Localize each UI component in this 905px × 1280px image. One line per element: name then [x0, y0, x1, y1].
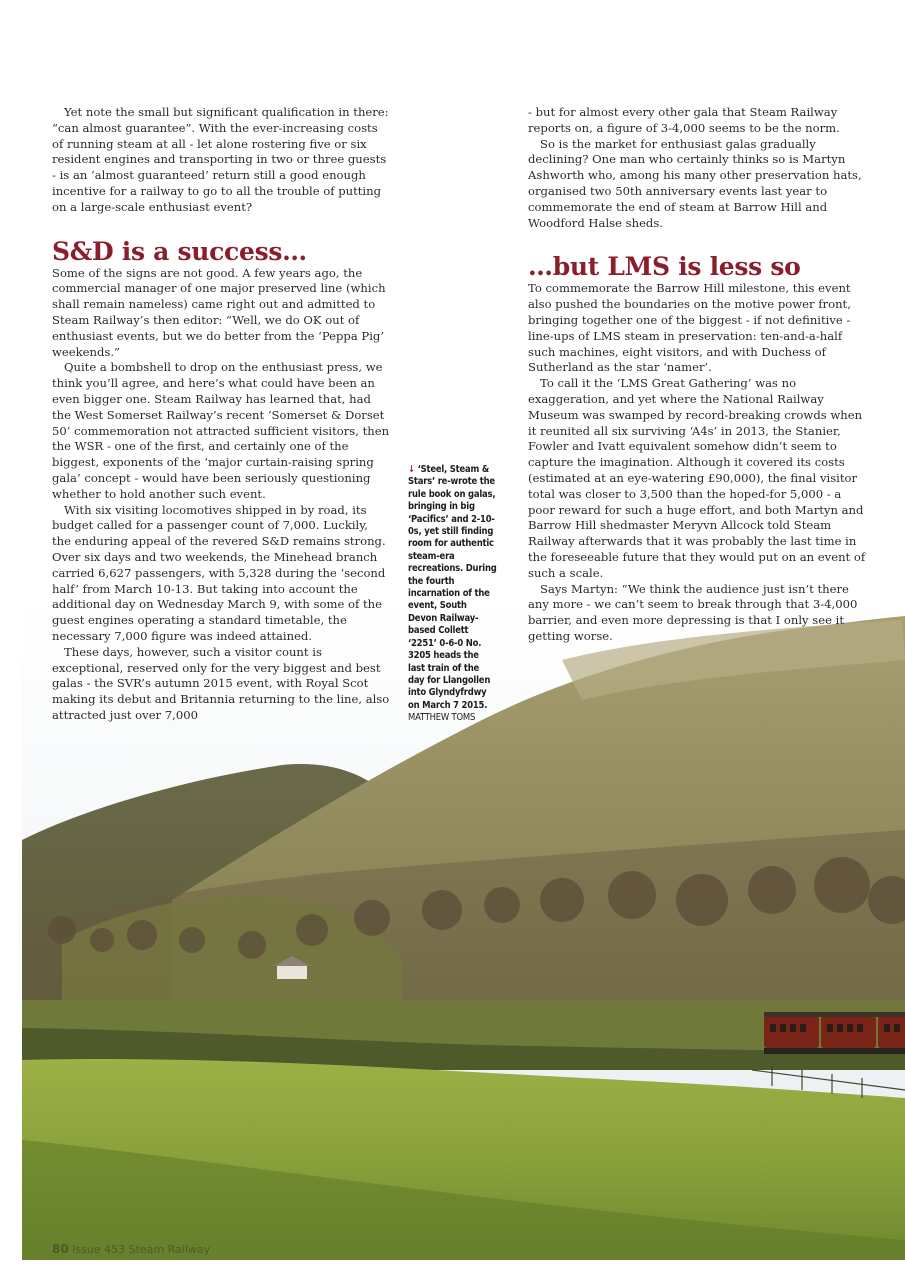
photo-caption [408, 464, 498, 725]
caption-text: ‘Steel, Steam & Stars’ re-wrote the rule book on galas, bringing in big ‘Pacifics’ and 2-10-0s, yet still finding room for authentic steam-era recreations. During the fourth incarnation of the event, South Devon Railway-based Collett ‘2251’ 0-6-0 No. 3205 heads the last train of the day for Llangollen into Glyndyfrdwy on March 7 2015. [408, 464, 497, 711]
train-carriages [764, 1012, 905, 1054]
left-paragraph-4: These days, however, such a visitor count is exceptional, reserved only for the very biggest and best galas - the SVR’s autumn 2015 event, with Royal Scot making its debut and Britannia returning to the line, also attracted just over 7,000 [52, 644, 390, 722]
left-intro-paragraph: Yet note the small but significant qualification in there: “can almost guarantee”. With the ever-increasing costs of running steam at all - let alone rostering five or six resident engines and transporting in two or three guests - is an ‘almost guaranteed’ return still a good enough incentive for a railway to go to all the trouble of putting on a large-scale enthusiast event? [52, 105, 389, 214]
right-intro-paragraph-1: - but for almost every other gala that Steam Railway reports on, a figure of 3-4,000 seems to be the norm. [528, 105, 840, 135]
right-column [528, 105, 868, 645]
page-number: 80 [52, 1242, 69, 1256]
left-column [52, 105, 390, 724]
photo-credit: MATTHEW TOMS [408, 712, 476, 724]
down-arrow-icon: ↓ [408, 464, 415, 475]
folio-text: Issue 453 Steam Railway [72, 1243, 211, 1256]
left-paragraph-1: Some of the signs are not good. A few years ago, the commercial manager of one major preserved line (which shall remain nameless) came right out and admitted to Steam Railway’s then editor: “Well, we do OK out of enthusiast events, but we do better from the ‘Peppa Pig’ weekends.” [52, 265, 386, 359]
right-intro-paragraph-2: So is the market for enthusiast galas gradually declining? One man who certainly thinks so is Martyn Ashworth who, among his many other preservation hats, organised two 50th anniversary events last year to commemorate the end of steam at Barrow Hill and Woodford Halse sheds. [528, 136, 862, 230]
left-paragraph-2: Quite a bombshell to drop on the enthusiast press, we think you’ll agree, and here’s what could have been an even bigger one. Steam Railway has learned that, had the West Somerset Railway’s recent ‘Somerset & Dorset 50’ commemoration not attracted sufficient visitors, then the WSR - one of the first, and certainly one of the biggest, exponents of the ‘major curtain-raising spring gala’ concept - would have been seriously questioning whether to hold another such event. [52, 360, 390, 501]
right-paragraph-3: Says Martyn: “We think the audience just isn’t there any more - we can’t seem to break through that 3-4,000 barrier, and even more depressing is that I only see it getting worse. [528, 581, 858, 643]
heading-lms-less-so: …but LMS is less so [528, 252, 801, 282]
heading-sd-success: S&D is a success… [52, 236, 307, 266]
right-paragraph-1: To commemorate the Barrow Hill milestone, this event also pushed the boundaries on the motive power front, bringing together one of the biggest - if not definitive - line-ups of LMS steam in preservation: ten-and-a-half such machines, eight visitors, and with Duchess of Sutherland as the star ‘namer’. [528, 281, 851, 375]
page-folio [52, 1242, 210, 1256]
right-paragraph-2: To call it the ‘LMS Great Gathering’ was no exaggeration, and yet where the National Railway Museum was swamped by record-breaking crowds when it reunited all six surviving ‘A4s’ in 2013, the Stanier, Fowler and Ivatt equivalent somehow didn’t seem to capture the imagination. Although it covered its costs (estimated at an eye-watering £90,000), the final visitor total was closer to 3,500 than the hoped-for 5,000 - a poor reward for such a huge effort, and both Martyn and Barrow Hill shedmaster Meryvn Allcock told Steam Railway afterwards that it was probably the last time in the foreseeable future that they would put on an event of such a scale. [528, 376, 866, 580]
left-paragraph-3: With six visiting locomotives shipped in by road, its budget called for a passenger count of 7,000. Luckily, the enduring appeal of the revered S&D remains strong. Over six days and two weekends, the Minehead branch carried 6,627 passengers, with 5,328 during the ‘second half’ from March 10-13. But taking into account the additional day on Wednesday March 9, with some of the guest engines operating a standard timetable, the necessary 7,000 figure was indeed attained. [52, 502, 386, 643]
